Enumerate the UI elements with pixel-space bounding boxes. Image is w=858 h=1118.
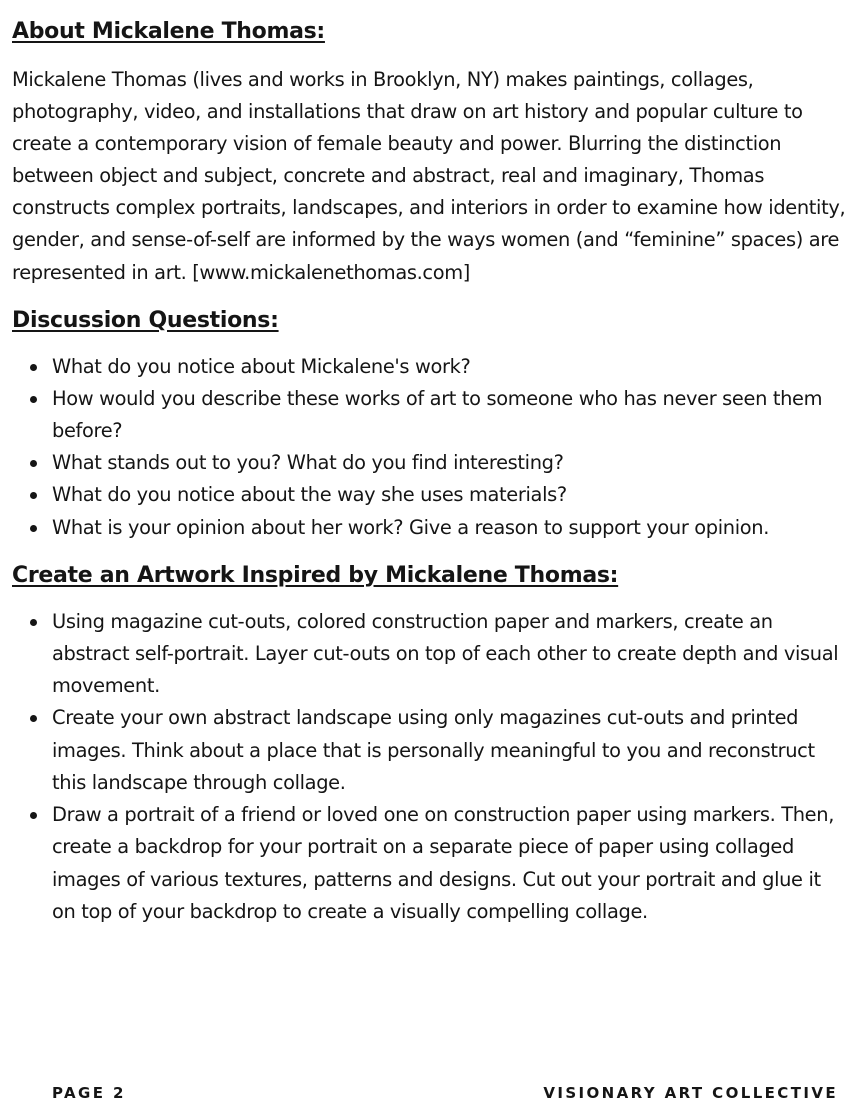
create-item: Using magazine cut-outs, colored construction paper and markers, create an abstract self-portrait. Layer cut-outs on top of each other to create depth and visual movement. (12, 606, 848, 703)
discussion-item: What is your opinion about her work? Give a reason to support your opinion. (12, 512, 848, 544)
about-heading: About Mickalene Thomas: (12, 19, 325, 44)
discussion-item: What stands out to you? What do you find interesting? (12, 447, 848, 479)
organization-name: VISIONARY ART COLLECTIVE (543, 1084, 838, 1102)
create-item: Draw a portrait of a friend or loved one on construction paper using markers. Then, create a backdrop for your portrait on a separate piece of paper using collaged images of various textures, patterns and designs. Cut out your portrait and glue it on top of your backdrop to create a visually compelling collage. (12, 799, 848, 928)
page-content (12, 14, 848, 928)
discussion-list (12, 351, 848, 544)
page-number: PAGE 2 (52, 1084, 126, 1102)
discussion-item: What do you notice about Mickalene's work? (12, 351, 848, 383)
discussion-heading: Discussion Questions: (12, 307, 279, 333)
discussion-item: How would you describe these works of art to someone who has never seen them before? (12, 383, 848, 447)
create-heading: Create an Artwork Inspired by Mickalene Thomas: (12, 562, 619, 588)
create-list (12, 606, 848, 928)
discussion-item: What do you notice about the way she uses materials? (12, 479, 848, 511)
create-item: Create your own abstract landscape using only magazines cut-outs and printed images. Think about a place that is personally meaningful to you and reconstruct this landscape through collage. (12, 702, 848, 799)
about-paragraph: Mickalene Thomas (lives and works in Brooklyn, NY) makes paintings, collages, photography, video, and installations that draw on art history and popular culture to create a contemporary vision of female beauty and power. Blurring the distinction between object and subject, concrete and abstract, real and imaginary, Thomas constructs complex portraits, landscapes, and interiors in order to examine how identity, gender, and sense-of-self are informed by the ways women (and “feminine” spaces) are represented in art. [www.mickalenethomas.com] (12, 68, 846, 284)
